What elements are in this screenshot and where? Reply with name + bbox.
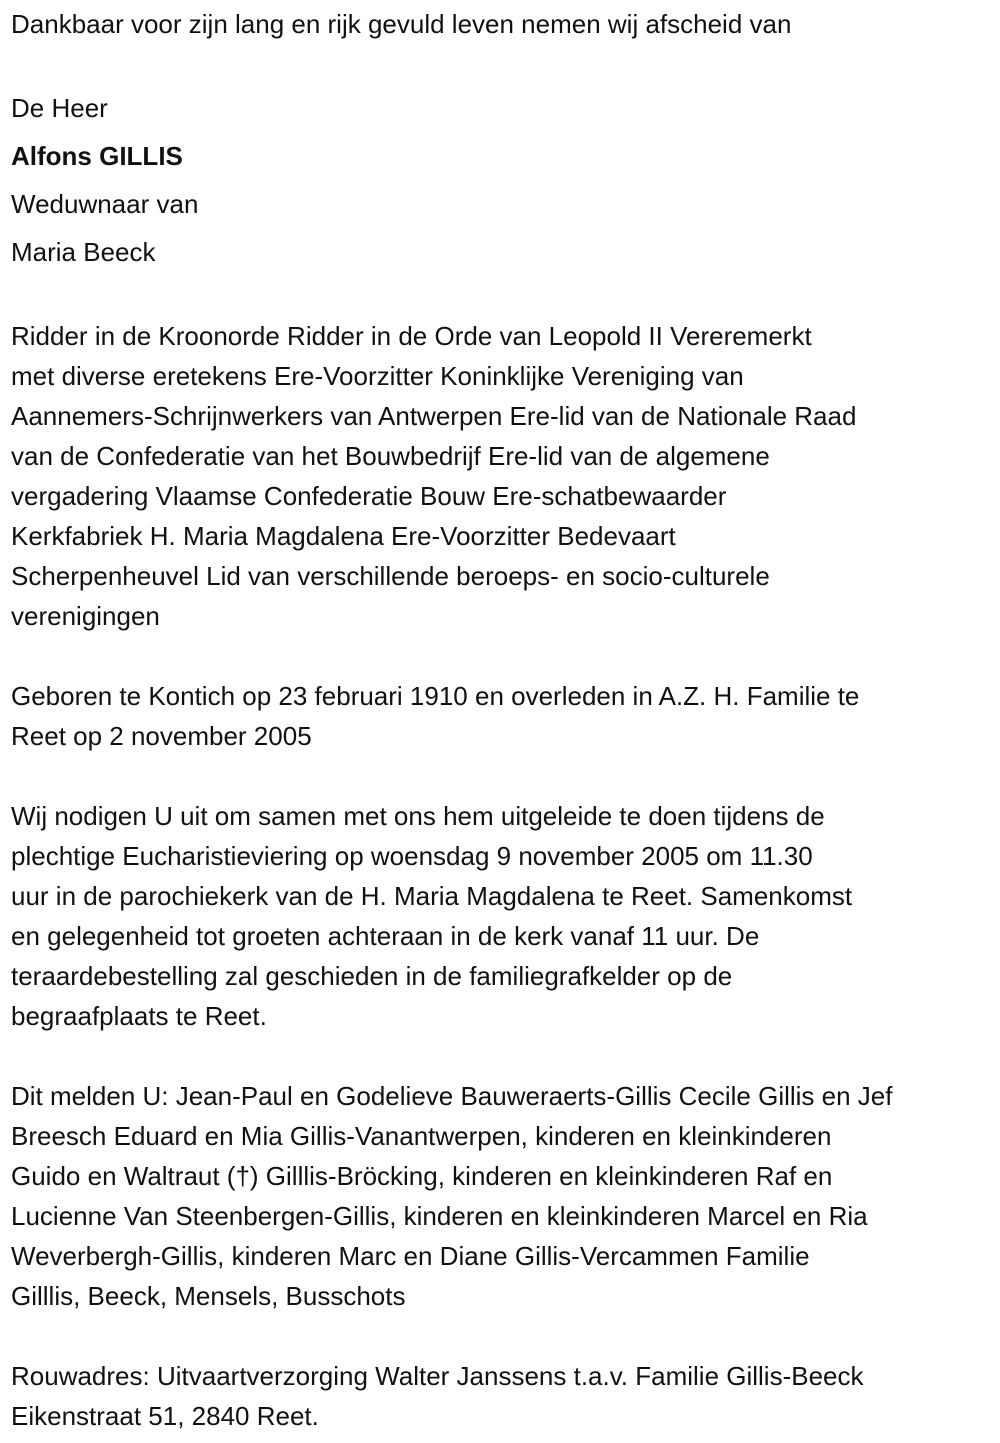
honours-line: Aannemers-Schrijnwerkers van Antwerpen Ere-lid van de Nationale Raad xyxy=(11,401,857,431)
status: Weduwnaar van xyxy=(11,189,199,219)
invitation-line: plechtige Eucharistieviering op woensdag 9 november 2005 om 11.30 xyxy=(11,841,813,871)
family-line: Breesch Eduard en Mia Gillis-Vanantwerpen, kinderen en kleinkinderen xyxy=(11,1121,832,1151)
family-line: Weverbergh-Gillis, kinderen Marc en Diane Gillis-Vercammen Familie xyxy=(11,1241,810,1271)
invitation-line: begraafplaats te Reet. xyxy=(11,1001,267,1031)
honours-line: Ridder in de Kroonorde Ridder in de Orde van Leopold II Vereremerkt xyxy=(11,321,812,351)
address-paragraph xyxy=(11,1356,1000,1436)
family-line: Lucienne Van Steenbergen-Gillis, kinderen en kleinkinderen Marcel en Ria xyxy=(11,1201,868,1231)
invitation-line: en gelegenheid tot groeten achteraan in de kerk vanaf 11 uur. De xyxy=(11,921,760,951)
birth-death-line: Geboren te Kontich op 23 februari 1910 en overleden in A.Z. H. Familie te xyxy=(11,681,860,711)
honours-line: verenigingen xyxy=(11,601,160,631)
birth-death-paragraph xyxy=(11,676,1000,756)
address-line: Eikenstraat 51, 2840 Reet. xyxy=(11,1401,319,1431)
honours-line: van de Confederatie van het Bouwbedrijf Ere-lid van de algemene xyxy=(11,441,770,471)
birth-death-line: Reet op 2 november 2005 xyxy=(11,721,312,751)
invitation-line: teraardebestelling zal geschieden in de familiegrafkelder op de xyxy=(11,961,733,991)
invitation-line: Wij nodigen U uit om samen met ons hem uitgeleide te doen tijdens de xyxy=(11,801,825,831)
family-line: Guido en Waltraut (†) Gilllis-Bröcking, kinderen en kleinkinderen Raf en xyxy=(11,1161,833,1191)
address-line: Rouwadres: Uitvaartverzorging Walter Janssens t.a.v. Familie Gillis-Beeck xyxy=(11,1361,864,1391)
deceased-name: Alfons GILLIS xyxy=(11,141,183,171)
family-line: Dit melden U: Jean-Paul en Godelieve Bauweraerts-Gillis Cecile Gillis en Jef xyxy=(11,1081,893,1111)
family-line: Gilllis, Beeck, Mensels, Busschots xyxy=(11,1281,406,1311)
honours-line: Scherpenheuvel Lid van verschillende beroeps- en socio-culturele xyxy=(11,561,770,591)
invitation-line: uur in de parochiekerk van de H. Maria Magdalena te Reet. Samenkomst xyxy=(11,881,853,911)
honours-line: met diverse eretekens Ere-Voorzitter Koninklijke Vereniging van xyxy=(11,361,744,391)
intro: Dankbaar voor zijn lang en rijk gevuld leven nemen wij afscheid van xyxy=(11,9,792,39)
honours-paragraph xyxy=(11,316,1000,636)
invitation-paragraph xyxy=(11,796,1000,1036)
title: De Heer xyxy=(11,93,108,123)
honours-line: vergadering Vlaamse Confederatie Bouw Ere-schatbewaarder xyxy=(11,481,727,511)
spouse: Maria Beeck xyxy=(11,237,156,267)
honours-line: Kerkfabriek H. Maria Magdalena Ere-Voorzitter Bedevaart xyxy=(11,521,676,551)
family-paragraph xyxy=(11,1076,1000,1316)
